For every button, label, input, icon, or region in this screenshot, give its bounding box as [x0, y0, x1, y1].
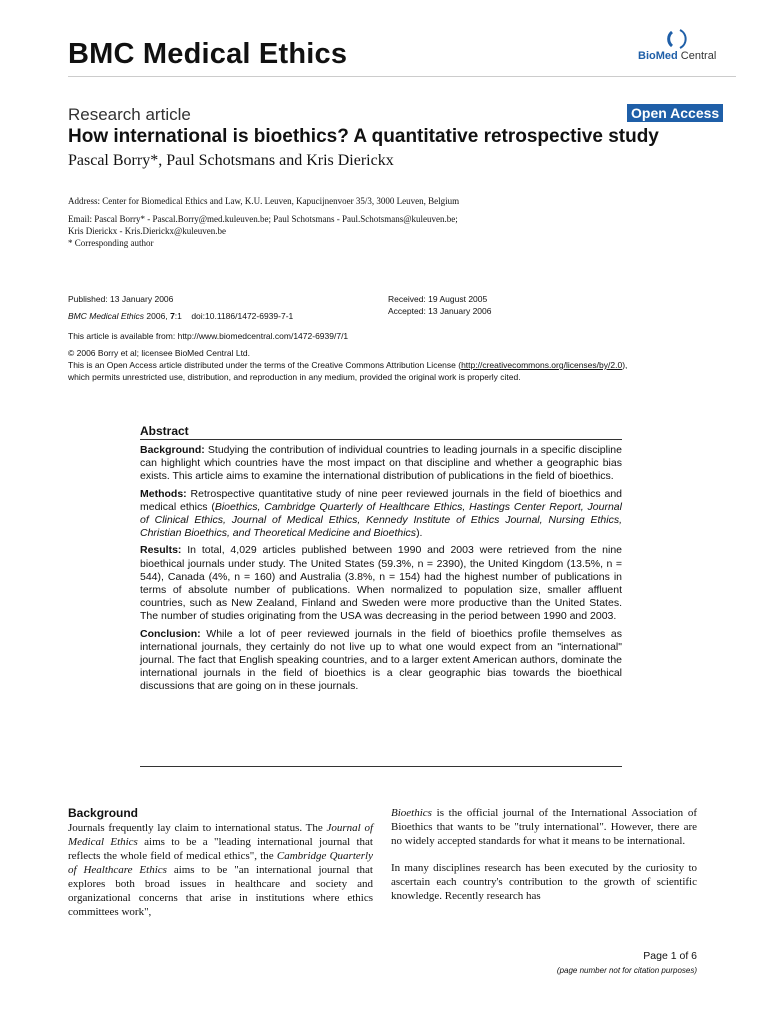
copyright: © 2006 Borry et al; licensee BioMed Central Ltd.: [68, 348, 251, 358]
section-heading: Background: [68, 806, 139, 820]
biomed-central-logo: [638, 28, 738, 68]
page-note: (page number not for citation purposes): [556, 966, 697, 975]
address: Address: Center for Biomedical Ethics and Law, K.U. Leuven, Kapucijnenvoer 35/3, 3000 Leuven, Belgium: [68, 196, 460, 206]
abstract-background-label: Background:: [140, 444, 205, 456]
published-date: Published: 13 January 2006: [68, 294, 174, 304]
abstract-methods-text: Retrospective quantitative study of nine peer reviewed journals in the field of bioethics and medical ethics (: [140, 487, 622, 513]
received-date: Received: 19 August 2005: [388, 294, 488, 304]
abstract-results-text: In total, 4,029 articles published between 1990 and 2003 were retrieved from the nine bioethical journals under study. The United States (59.3%, n = 2390), the United Kingdom (13.5%, n = 544), Canada (4%, n = 160) and Australia (3.8%, n = 154) had the highest number of publications in terms of absolute number of publications. When normalized to population size, smaller affluent countries, such as New Zealand, Finland and Sweden were more productive than the United States. The number of studies originating from the USA was decreasing in the period between 1990 and 2003.: [140, 544, 622, 623]
license-close: ),: [622, 360, 628, 370]
citation-year: 2006,: [144, 311, 171, 321]
authors: Pascal Borry*, Paul Schotsmans and Kris Dierickx: [68, 152, 394, 169]
abstract-background-text: Studying the contribution of individual countries to leading journals in a specific discipline can highlight which countries have the most impact on that discipline and whether a geographic bias exists. This article aims to examine the international distribution of publications in the field of bioethics.: [140, 444, 622, 483]
citation-volume: 7: [170, 311, 175, 321]
abstract: [140, 424, 622, 694]
abstract-bottom-rule: [140, 766, 622, 767]
abstract-results-label: Results:: [140, 544, 182, 557]
abstract-conclusion-label: Conclusion:: [140, 627, 201, 640]
citation: [68, 310, 293, 322]
page-number: Page 1 of 6: [643, 950, 697, 962]
abstract-conclusion-text: While a lot of peer reviewed journals in the field of bioethics profile themselves as international journals, they certainly do not live up to what one would expect from an "international" journal. The fact that English speaking countries, and to a larger extent American authors, dominate the international journals in the field of bioethics is a clear geographic bias towards the bioethical discussions that are going on in these journals.: [140, 627, 622, 693]
citation-journal: BMC Medical Ethics: [68, 311, 145, 321]
abstract-methods-journals: Bioethics, Cambridge Quarterly of Healthcare Ethics, Hastings Center Report, Journal of Clinical Ethics, Journal of Medical Ethics, Kennedy Institute of Ethics Journal, Nursing Ethics, Christian Bioethics, and Theoretical Medicine and Bioethics: [140, 500, 622, 540]
email-line-2: Kris Dierickx - Kris.Dierickx@kuleuven.be: [68, 226, 226, 236]
logo-med: Med: [655, 50, 678, 62]
left-text-2: aims to be a "leading international journal that reflects the whole field of medical ethics", the: [68, 836, 373, 862]
body-left-column: [68, 806, 373, 919]
left-text-3: aims to be "an international journal that explores both broad issues in healthcare and society and organizational concerns that arise in institutions where ethics committees work",: [68, 864, 373, 918]
abstract-background: [140, 444, 622, 484]
right-paragraph-1: [391, 806, 697, 848]
abstract-methods: [140, 488, 622, 541]
left-jme: Journal of Medical Ethics: [68, 822, 373, 848]
corresponding-author: * Corresponding author: [68, 238, 154, 248]
abstract-results: [140, 544, 622, 623]
citation-doi: :1 doi:10.1186/1472-6939-7-1: [174, 311, 294, 321]
body-right-column: [391, 806, 697, 903]
license-link[interactable]: http://creativecommons.org/licenses/by/2.0: [461, 360, 623, 370]
right-text-1: is the official journal of the International Association of Bioethics that wants to be "truly international". However, there are no widely accepted standards for what it means to be international.: [391, 807, 697, 847]
license-line-2: which permits unrestricted use, distribution, and reproduction in any medium, provided the original work is properly cited.: [68, 372, 521, 382]
email-line-1: Email: Pascal Borry* - Pascal.Borry@med.kuleuven.be; Paul Schotsmans - Paul.Schotsmans@kuleuven.be;: [68, 214, 458, 224]
open-access-badge: Open Access: [627, 104, 723, 122]
right-paragraph-2: In many disciplines research has been executed by the curiosity to ascertain each country's contribution to the growth of scientific knowledge. Recently research has: [391, 862, 697, 902]
right-bioethics: Bioethics: [391, 807, 432, 819]
available-from: This article is available from: http://www.biomedcentral.com/1472-6939/7/1: [68, 331, 349, 341]
license-text: This is an Open Access article distributed under the terms of the Creative Commons Attribution License (: [68, 360, 462, 370]
abstract-heading: Abstract: [140, 424, 622, 440]
journal-title: BMC Medical Ethics: [68, 38, 348, 70]
accepted-date: Accepted: 13 January 2006: [388, 306, 492, 316]
abstract-methods-label: Methods:: [140, 487, 187, 500]
license-line-1: [68, 359, 627, 371]
abstract-conclusion: [140, 628, 622, 694]
header-rule: [68, 76, 736, 77]
biomed-central-logo-icon: [666, 28, 696, 50]
logo-central: Central: [680, 50, 717, 62]
logo-bio: Bio: [638, 50, 656, 62]
left-cqhe: Cambridge Quarterly of Healthcare Ethics: [68, 850, 373, 876]
left-text-1: Journals frequently lay claim to international status. The: [68, 822, 327, 834]
abstract-methods-end: ).: [416, 527, 423, 540]
article-type: Research article: [68, 105, 191, 124]
article-title: How international is bioethics? A quantitative retrospective study: [68, 126, 659, 147]
